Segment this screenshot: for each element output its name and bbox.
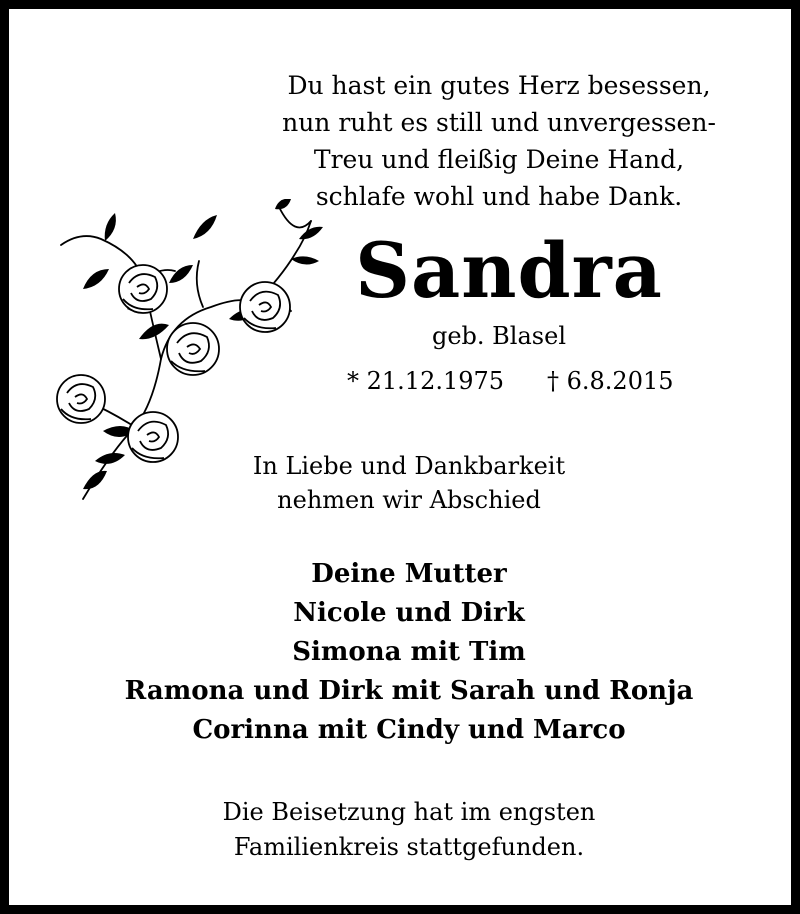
poem-line: schlafe wohl und habe Dank. [315, 182, 683, 211]
burial-note [159, 795, 659, 865]
farewell-line: In Liebe und Dankbarkeit [252, 452, 566, 480]
death-date: † 6.8.2015 [547, 367, 674, 395]
mourner-line: Ramona und Dirk mit Sarah und Ronja [124, 676, 694, 706]
deceased-name: Sandra [355, 226, 663, 315]
farewell-line: nehmen wir Abschied [277, 486, 541, 514]
mourner-line: Nicole und Dirk [293, 598, 525, 628]
poem-line: Treu und fleißig Deine Hand, [313, 145, 685, 174]
mourners-list [69, 555, 749, 750]
poem-line: Du hast ein gutes Herz besessen, [287, 71, 711, 100]
mourner-line: Corinna mit Cindy und Marco [192, 715, 626, 745]
birth-date: * 21.12.1975 [347, 367, 505, 395]
mourner-line: Simona mit Tim [292, 637, 526, 667]
maiden-name: geb. Blasel [431, 322, 566, 350]
burial-line: Familienkreis stattgefunden. [233, 833, 585, 861]
farewell-text [209, 449, 609, 517]
poem-line: nun ruht es still und unvergessen- [282, 108, 716, 137]
poem [259, 67, 739, 215]
mourner-line: Deine Mutter [311, 559, 507, 589]
burial-line: Die Beisetzung hat im engsten [222, 798, 596, 826]
